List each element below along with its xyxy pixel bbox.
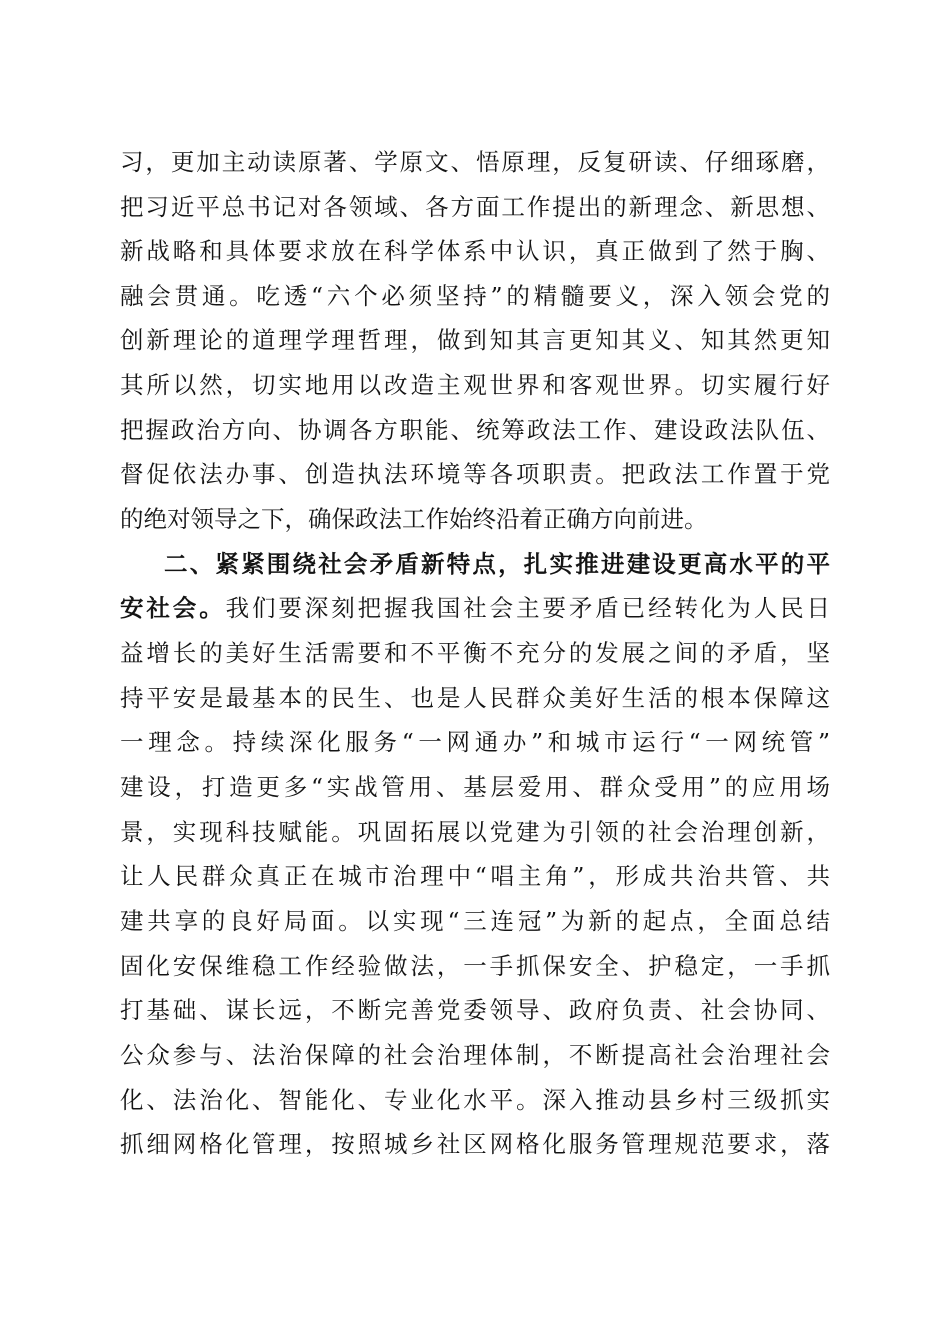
paragraph-line: 督促依法办事、创造执法环境等各项职责。把政法工作置于党 — [120, 460, 830, 488]
paragraph-line: 新战略和具体要求放在科学体系中认识，真正做到了然于胸、 — [120, 237, 830, 265]
paragraph-line: 的绝对领导之下，确保政法工作始终沿着正确方向前进。 — [120, 505, 708, 533]
paragraph-line: 化、法治化、智能化、专业化水平。深入推动县乡村三级抓实 — [120, 1086, 830, 1114]
paragraph-line: 抓细网格化管理，按照城乡社区网格化服务管理规范要求，落 — [120, 1130, 830, 1158]
paragraph-line: 景，实现科技赋能。巩固拓展以党建为引领的社会治理创新， — [120, 818, 830, 846]
section-heading-end: 安社会。 — [120, 594, 226, 622]
paragraph-line: 打基础、谋长远，不断完善党委领导、政府负责、社会协同、 — [120, 996, 830, 1024]
paragraph-line: 一理念。持续深化服务“一网通办”和城市运行“一网统管” — [120, 728, 830, 756]
paragraph-line: 持平安是最基本的民生、也是人民群众美好生活的根本保障这 — [120, 684, 830, 712]
paragraph-line: 建设，打造更多“实战管用、基层爱用、群众受用”的应用场 — [120, 773, 830, 801]
paragraph-line: 益增长的美好生活需要和不平衡不充分的发展之间的矛盾，坚 — [120, 639, 830, 667]
paragraph-text: 我们要深刻把握我国社会主要矛盾已经转化为人民日 — [225, 594, 831, 622]
paragraph-line: 公众参与、法治保障的社会治理体制，不断提高社会治理社会 — [120, 1041, 830, 1069]
paragraph-line: 把握政治方向、协调各方职能、统筹政法工作、建设政法队伍、 — [120, 416, 830, 444]
paragraph-line: 其所以然，切实地用以改造主观世界和客观世界。切实履行好 — [120, 371, 830, 399]
paragraph-line: 建共享的良好局面。以实现“三连冠”为新的起点，全面总结 — [120, 907, 830, 935]
paragraph-line: 创新理论的道理学理哲理，做到知其言更知其义、知其然更知 — [120, 326, 830, 354]
paragraph-line: 融会贯通。吃透“六个必须坚持”的精髓要义，深入领会党的 — [120, 282, 830, 310]
paragraph-line: 习，更加主动读原著、学原文、悟原理，反复研读、仔细琢磨， — [120, 148, 830, 176]
paragraph-line: 固化安保维稳工作经验做法，一手抓保安全、护稳定，一手抓 — [120, 952, 830, 980]
paragraph-line: 让人民群众真正在城市治理中“唱主角”，形成共治共管、共 — [120, 862, 830, 890]
paragraph-line: 把习近平总书记对各领域、各方面工作提出的新理念、新思想、 — [120, 193, 830, 221]
paragraph-line — [120, 586, 830, 630]
section-heading: 二、紧紧围绕社会矛盾新特点，扎实推进建设更高水平的平 — [164, 550, 830, 578]
